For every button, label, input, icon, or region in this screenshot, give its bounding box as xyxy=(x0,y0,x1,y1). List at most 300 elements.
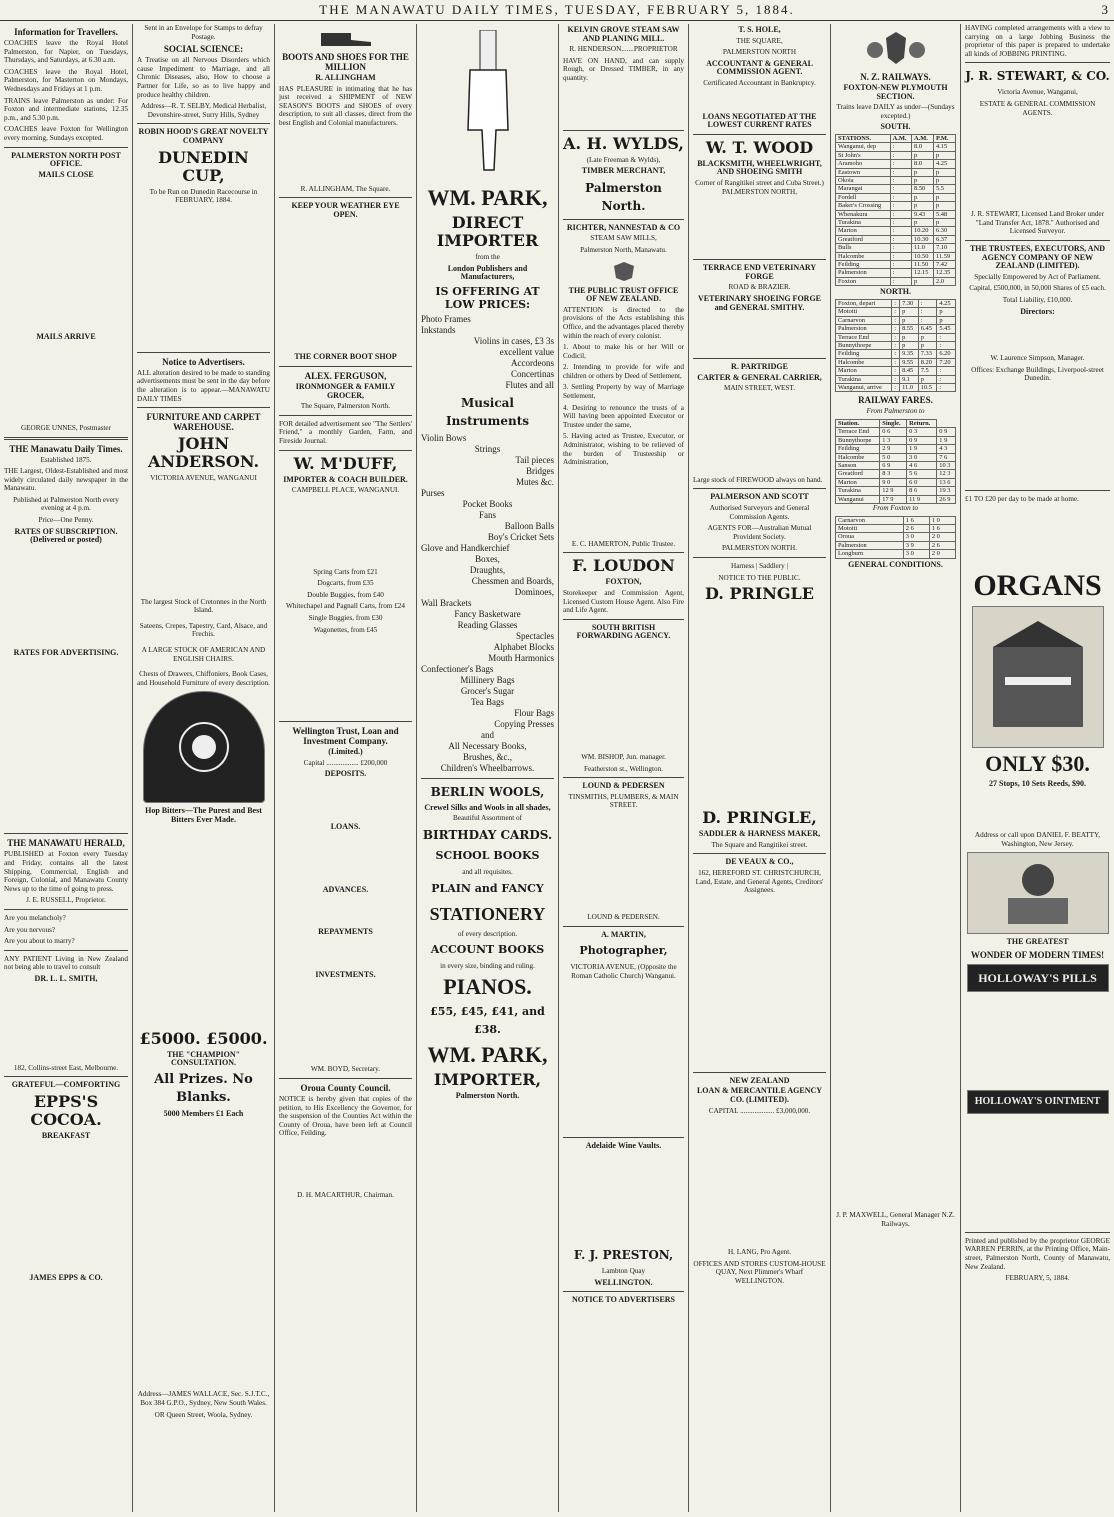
table-cell: : xyxy=(892,299,900,307)
loans-text xyxy=(279,834,412,884)
table-cell: Foxton, depart xyxy=(836,299,892,307)
item: Purses xyxy=(421,487,445,498)
organ-icon xyxy=(983,617,1093,737)
table-cell: Palmerston xyxy=(836,269,891,277)
north-timetable xyxy=(835,299,956,392)
table-cell: : xyxy=(890,151,911,159)
table-cell: 2 6 xyxy=(903,525,929,533)
table-row xyxy=(836,185,956,193)
trustees-heading: THE TRUSTEES, EXECUTORS, AND AGENCY COMPANY OF NEW ZEALAND (LIMITED). xyxy=(969,243,1106,271)
trust-heading: Wellington Trust, Loan and Investment Company. xyxy=(292,726,399,747)
question-2: Are you nervous? xyxy=(4,925,56,934)
doctor-address: 182, Collins-street East, Melbourne. xyxy=(13,1063,119,1072)
established: Established 1875. xyxy=(40,455,92,464)
table-cell: St John's xyxy=(836,151,891,159)
item: Inkstands xyxy=(421,324,456,335)
table-cell: : xyxy=(892,350,900,358)
from-foxton: From Foxton to xyxy=(872,504,919,512)
south-british-text xyxy=(563,643,684,753)
table-cell: 3 0 xyxy=(907,453,937,461)
repayments-heading: REPAYMENTS xyxy=(318,927,373,937)
column-4 xyxy=(416,24,558,1512)
wood-address: Corner of Rangitikei street and Cuba Street.) PALMERSTON NORTH, xyxy=(695,178,824,196)
wm-park-name-2: WM. PARK, xyxy=(427,1041,548,1067)
oroua-text-cont xyxy=(279,1141,412,1191)
coach-text-1: COACHES leave the Royal Hotel Palmerston, for Napier, on Tuesdays, Thursdays, and Saturdays, at 6.30 a.m. xyxy=(4,39,128,65)
table-cell: 12.15 xyxy=(912,269,934,277)
item: Boy's Cricket Sets xyxy=(487,531,554,542)
table-row xyxy=(836,177,956,185)
south-british-heading: SOUTH BRITISH FORWARDING AGENCY. xyxy=(576,622,671,641)
crewel-silks: Crewel Silks and Wools in all shades, xyxy=(424,802,551,812)
dunedin-prize-list xyxy=(137,208,270,348)
table-cell: p xyxy=(934,151,956,159)
table-row xyxy=(836,219,956,227)
table-cell: : xyxy=(890,269,911,277)
column-8 xyxy=(960,24,1114,1512)
table-cell: 2 6 xyxy=(929,541,955,549)
table-cell: : xyxy=(890,219,911,227)
trust-item-2: 2. Intending to provide for wife and children or others by Deed of Settlement, xyxy=(563,363,684,380)
table-cell: p xyxy=(900,316,919,324)
fares-heading: RAILWAY FARES. xyxy=(858,395,933,406)
epps-text xyxy=(4,1142,128,1272)
table-cell: : xyxy=(937,375,956,383)
hole-square: THE SQUARE, xyxy=(736,36,783,45)
table-cell: p xyxy=(934,219,956,227)
notice-public: NOTICE TO THE PUBLIC. xyxy=(718,573,801,582)
table-cell: Halcombe xyxy=(836,252,891,260)
table-cell: 11 9 xyxy=(907,495,937,503)
offering-heading: IS OFFERING AT LOW PRICES: xyxy=(435,284,540,311)
table-row xyxy=(836,525,956,533)
table-cell: 11.50 xyxy=(912,261,934,269)
social-science-heading: SOCIAL SCIENCE: xyxy=(163,44,244,55)
table-row xyxy=(836,375,956,383)
carter: CARTER & GENERAL CARRIER, xyxy=(697,372,822,382)
trust-limited: (Limited.) xyxy=(328,747,363,757)
table-cell: 11.0 xyxy=(912,244,934,252)
allingham-name: R. ALLINGHAM xyxy=(315,73,376,82)
table-cell: Eastown xyxy=(836,168,891,176)
table-row xyxy=(836,252,956,260)
table-cell: 4.15 xyxy=(934,143,956,151)
published-time: Published at Palmerston North every evening at 4 p.m. xyxy=(13,495,119,513)
table-cell: 8.0 xyxy=(912,143,934,151)
table-cell: Greatford xyxy=(836,470,880,478)
postmaster: GEORGE UNNES, Postmaster xyxy=(20,423,112,432)
notice-advertisers-heading-2: NOTICE TO ADVERTISERS xyxy=(571,1295,675,1305)
table-cell: 3 0 xyxy=(903,550,929,558)
table-cell: 10.30 xyxy=(912,235,934,243)
table-cell: : xyxy=(892,367,900,375)
table-cell: : xyxy=(890,227,911,235)
dunedin-subtitle: To be Run on Dunedin Racecourse in FEBRUARY, 1884. xyxy=(149,187,258,205)
wm-park-name: WM. PARK, xyxy=(427,185,548,210)
item: Dominoes, xyxy=(514,586,554,597)
table-cell: 8.0 xyxy=(912,160,934,168)
table-cell: : xyxy=(890,277,911,285)
table-cell: : xyxy=(918,308,937,316)
table-cell: Carnarvon xyxy=(836,516,904,524)
table-cell: 26 9 xyxy=(937,495,956,503)
deposits-text xyxy=(279,781,412,821)
trust-item-1: 1. About to make his or her Will or Codicil, xyxy=(563,343,684,360)
table-cell: p xyxy=(900,333,919,341)
table-row xyxy=(836,453,956,461)
th-station: Station. xyxy=(836,419,880,427)
table-cell: Marton xyxy=(836,478,880,486)
table-cell: : xyxy=(890,160,911,168)
whitechapel-carts: Whitechapel and Pagnall Carts, from £24 xyxy=(286,602,405,611)
boots-heading: BOOTS AND SHOES FOR THE MILLION xyxy=(282,52,409,72)
trustees-capital: Capital, £500,000, in 50,000 Shares of £5 each. xyxy=(969,284,1106,293)
table-cell: 9.55 xyxy=(900,358,919,366)
table-cell: 4.25 xyxy=(937,299,956,307)
russell-proprietor: J. E. RUSSELL, Proprietor. xyxy=(26,896,106,905)
table-cell: 6.30 xyxy=(934,227,956,235)
table-cell: 10.5 xyxy=(918,383,937,391)
table-cell: 9.43 xyxy=(912,210,934,218)
trust-item-5: 5. Having acted as Trustee, Executor, or Administrator, wishing to be relieved of the burden of Trusteeship or Administration, xyxy=(563,432,684,467)
weather-eye-text xyxy=(279,221,412,351)
berlin-wools: BERLIN WOOLS, xyxy=(430,784,545,799)
table-cell: Terrace End xyxy=(836,428,880,436)
wylds-sub: (Late Freeman & Wylds), xyxy=(586,155,661,164)
table-row xyxy=(836,470,956,478)
table-cell: 7.5 xyxy=(918,367,937,375)
th-pm: P.M. xyxy=(934,134,956,142)
table-row xyxy=(836,244,956,252)
mails-arrive-text-block xyxy=(4,344,128,424)
table-cell: : xyxy=(892,358,900,366)
table-row xyxy=(836,428,956,436)
table-row xyxy=(836,478,956,486)
main-street: MAIN STREET, WEST. xyxy=(723,384,796,393)
prize-amount: £5000. £5000. xyxy=(139,1028,268,1048)
deposits-heading: DEPOSITS. xyxy=(324,769,367,779)
pointing-hand-icon xyxy=(458,30,518,180)
column-3 xyxy=(274,24,416,1512)
table-row xyxy=(836,436,956,444)
chairs-line: A LARGE STOCK OF AMERICAN AND ENGLISH CHAIRS. xyxy=(141,646,266,663)
coach-text-4: COACHES leave Foxton for Wellington every morning, Sundays excepted. xyxy=(4,125,128,142)
item: Violins in cases, £3 3s xyxy=(473,335,554,346)
devaux-address: 162, HEREFORD ST. CHRISTCHURCH, Land, Estate, and General Agents, Creditors' Assignees. xyxy=(695,869,824,895)
table-cell: Halcombe xyxy=(836,453,880,461)
mduff-subtitle: IMPORTER & COACH BUILDER. xyxy=(283,474,408,484)
table-row xyxy=(836,358,956,366)
hole-text xyxy=(693,91,826,111)
table-cell: Marton xyxy=(836,367,892,375)
ironmonger: IRONMONGER & FAMILY GROCER, xyxy=(295,381,396,400)
loan-capital: CAPITAL ................... £3,000,000. xyxy=(708,1106,811,1115)
question-1: Are you melancholy? xyxy=(4,914,66,922)
lambton-quay: Lambton Quay xyxy=(601,1266,646,1275)
trust-item-3: 3. Settling Property by way of Marriage Settlement, xyxy=(563,383,684,401)
coach-text-3: TRAINS leave Palmerston as under: For Foxton and intermediate stations, 12.35 p.m., and 5.30 p.m. xyxy=(4,96,128,122)
table-cell: 10.20 xyxy=(912,227,934,235)
table-row xyxy=(836,193,956,201)
pringle-name-2: D. PRINGLE, xyxy=(702,808,817,828)
item: Reading Glasses xyxy=(457,619,518,630)
table-cell: : xyxy=(892,308,900,316)
table-row xyxy=(836,487,956,495)
item: Flutes and all xyxy=(505,379,554,390)
saddler: SADDLER & HARNESS MAKER, xyxy=(698,829,821,839)
table-cell: p xyxy=(912,277,934,285)
item: Children's Wheelbarrows. xyxy=(440,762,535,773)
road-brazier: ROAD & BRAZIER. xyxy=(728,283,791,292)
table-cell: 4 3 xyxy=(937,445,956,453)
mails-close-text-block xyxy=(4,181,128,331)
table-cell: 13 6 xyxy=(937,478,956,486)
table-row xyxy=(836,143,956,151)
wood-name: W. T. WOOD xyxy=(705,137,814,157)
paper-heading: THE Manawatu Daily Times. xyxy=(9,443,123,454)
lound-text xyxy=(563,813,684,913)
table-cell: : xyxy=(918,316,937,324)
robin-hood-heading: ROBIN HOOD'S GREAT NOVELTY COMPANY xyxy=(138,127,269,145)
item: Flour Bags xyxy=(514,707,554,718)
anderson-address: VICTORIA AVENUE, WANGANUI xyxy=(150,474,257,483)
table-cell: Motoiti xyxy=(836,308,892,316)
loans-negotiated: LOANS NEGOTIATED AT THE LOWEST CURRENT RATES xyxy=(702,111,817,130)
item: Tail pieces xyxy=(515,454,554,465)
piano-prices: £55, £45, £41, and £38. xyxy=(430,1004,545,1036)
maxwell-signature: J. P. MAXWELL, General Manager N.Z. Railways. xyxy=(836,1211,955,1228)
table-cell: 17 9 xyxy=(880,495,907,503)
table-cell: : xyxy=(890,261,911,269)
railways-heading: N. Z. RAILWAYS. xyxy=(860,72,931,82)
south-heading: SOUTH. xyxy=(880,122,911,132)
wellington: WELLINGTON. xyxy=(594,1277,653,1287)
table-cell: 1 6 xyxy=(929,525,955,533)
doctor-text xyxy=(4,986,128,1064)
herald-heading: THE MANAWATU HERALD, xyxy=(7,838,125,849)
subscription-rates-table xyxy=(4,547,128,647)
imprint: Printed and published by the proprietor GEORGE WARREN PERRIN, at the Printing Office, Main-street, Palmerston North, County of Manawatu, New Zealand. xyxy=(965,1236,1110,1271)
table-cell: 11.0 xyxy=(900,383,919,391)
henderson-proprietor: R. HENDERSON.......PROPRIETOR xyxy=(569,45,678,54)
table-cell: p xyxy=(918,333,937,341)
advertising-rates-heading: RATES FOR ADVERTISING. xyxy=(13,647,119,657)
table-row xyxy=(836,495,956,503)
table-row xyxy=(836,160,956,168)
table-cell: 9 0 xyxy=(880,478,907,486)
stationery: STATIONERY xyxy=(429,903,546,924)
all-prizes: All Prizes. No Blanks. xyxy=(154,1071,253,1105)
table-cell: : xyxy=(937,383,956,391)
pringle-name: D. PRINGLE xyxy=(705,584,814,604)
public-trust-heading: THE PUBLIC TRUST OFFICE OF NEW ZEALAND. xyxy=(568,285,679,304)
wylds-address: Palmerston North. xyxy=(585,180,662,213)
item: Glove and Handkerchief xyxy=(421,542,510,553)
social-science-text: A Treatise on all Nervous Disorders which cause Impediment to Marriage, and all Chronic Diseases, also, How to choose a Partner for Life, so as to live happy and produce healthy children. xyxy=(137,56,270,99)
investments-text xyxy=(279,981,412,1065)
notice-advertisers-text: ALL alteration desired to be made to standing advertisements must be sent in the day before the alteration is to appear.—MANAWATU DAILY TIMES xyxy=(137,368,270,403)
furniture-heading: FURNITURE AND CARPET WAREHOUSE. xyxy=(146,412,261,433)
item: Fancy Basketware xyxy=(454,608,521,619)
item: excellent value xyxy=(499,346,554,357)
dogcarts: Dogcarts, from £35 xyxy=(317,579,374,588)
advertising-rates-text xyxy=(4,659,128,829)
organ-illustration xyxy=(972,606,1104,748)
table-row xyxy=(836,316,956,324)
terrace-end-text xyxy=(693,314,826,354)
trust-signature: WM. BOYD, Secretary. xyxy=(310,1065,381,1074)
richter-address: Palmerston North, Manawatu. xyxy=(580,245,667,254)
table-cell: : xyxy=(890,210,911,218)
table-cell: 7.42 xyxy=(934,261,956,269)
table-cell: Terrace End xyxy=(836,333,892,341)
table-cell: 8.20 xyxy=(918,358,937,366)
kelvin-text-cont xyxy=(563,86,684,126)
pound-text xyxy=(965,506,1110,566)
item: Alphabet Blocks xyxy=(493,641,554,652)
manager: W. Laurence Simpson, Manager. xyxy=(990,354,1085,363)
mduff-address: CAMPBELL PLACE, WANGANUI. xyxy=(291,486,400,495)
item: Confectioner's Bags xyxy=(421,663,494,674)
spring-carts: Spring Carts from £21 xyxy=(313,567,378,576)
loan-text xyxy=(693,1118,826,1248)
foxton-fares-table xyxy=(835,516,956,559)
accountant-heading: ACCOUNTANT & GENERAL COMMISSION AGENT. xyxy=(706,58,813,77)
table-row xyxy=(836,325,956,333)
allingham-signature: R. ALLINGHAM, The Square. xyxy=(300,184,391,193)
table-cell: : xyxy=(937,367,956,375)
cure-illustration xyxy=(967,852,1109,934)
estate-agents: ESTATE & GENERAL COMMISSION AGENTS. xyxy=(979,99,1096,117)
table-cell: p xyxy=(934,177,956,185)
items-list-1 xyxy=(421,314,554,391)
mduff-text-2 xyxy=(279,637,412,717)
table-cell: 12 9 xyxy=(880,487,907,495)
table-cell: 2.0 xyxy=(934,277,956,285)
wonder-modern: WONDER OF MODERN TIMES! xyxy=(970,949,1105,960)
oroua-text: NOTICE is hereby given that copies of the petition, to His Excellency the Governor, for the suspension of the Counties Act within the County of Oroua, have been left at Council Office, Feilding. xyxy=(279,1095,412,1138)
stewart-signature: J. R. STEWART, Licensed Land Broker under "Land Transfer Act, 1878." Authorised and Licensed Surveyor. xyxy=(971,210,1104,236)
hamerton-signature: E. C. HAMERTON, Public Trustee. xyxy=(571,539,676,548)
repayments-text xyxy=(279,939,412,969)
table-cell: p xyxy=(912,177,934,185)
pn-2: PALMERSTON NORTH. xyxy=(721,544,798,553)
th-am: A.M. xyxy=(890,134,911,142)
palmerson-sub: Authorised Surveyors and General Commission Agents. xyxy=(709,504,810,521)
item: Mouth Harmonics xyxy=(488,652,554,663)
featherston: Featherston st., Wellington. xyxy=(584,764,663,773)
table-row xyxy=(836,461,956,469)
table-cell: 0 9 xyxy=(907,436,937,444)
weather-eye-heading: KEEP YOUR WEATHER EYE OPEN. xyxy=(291,201,400,219)
foxton: FOXTON, xyxy=(605,577,642,587)
public-trust-text: ATTENTION is directed to the provisions of the Acts establishing this Office, and the advantages placed thereby within the reach of every colonist. xyxy=(563,305,684,340)
kelvin-text: HAVE ON HAND, and can supply Rough, or Dressed TIMBER, in any quantity. xyxy=(563,56,684,82)
item: Pocket Books xyxy=(462,498,513,509)
table-row xyxy=(836,151,956,159)
table-row xyxy=(836,333,956,341)
table-cell: p xyxy=(937,308,956,316)
hole-name: T. S. HOLE, xyxy=(738,25,781,34)
item: Mutes &c. xyxy=(516,476,554,487)
price: Price—One Penny. xyxy=(38,516,94,525)
table-cell: 7.20 xyxy=(937,358,956,366)
table-cell: 6.37 xyxy=(934,235,956,243)
table-cell: : xyxy=(892,375,900,383)
table-cell: Foxton xyxy=(836,277,891,285)
table-row xyxy=(836,210,956,218)
anderson-name: JOHN ANDERSON. xyxy=(147,434,260,472)
table-cell: p xyxy=(912,193,934,201)
table-cell: 2 0 xyxy=(929,550,955,558)
wylds-name: A. H. WYLDS, xyxy=(563,133,684,153)
pringle-text xyxy=(693,606,826,806)
table-cell: Palmerston xyxy=(836,541,904,549)
table-cell: : xyxy=(937,341,956,349)
cretonnes-line: The largest Stock of Cretonnes in the North Island. xyxy=(140,597,267,615)
column-6 xyxy=(688,24,830,1512)
table-cell: 8 6 xyxy=(907,487,937,495)
trust-capital: Capital .................. £200,000 xyxy=(303,758,388,767)
directors-list xyxy=(965,318,1110,354)
table-row xyxy=(836,168,956,176)
table-cell: : xyxy=(890,252,911,260)
allingham-text-cont xyxy=(279,131,412,185)
masthead xyxy=(0,0,1114,21)
table-cell: 1 0 xyxy=(929,516,955,524)
table-cell: 1 6 xyxy=(903,516,929,524)
table-cell: Bulls xyxy=(836,244,891,252)
steam-saw: STEAM SAW MILLS, xyxy=(590,234,657,243)
amp-agents: AGENTS FOR—Australian Mutual Provident Society. xyxy=(707,524,812,541)
south-timetable xyxy=(835,134,956,286)
table-cell: Oroua xyxy=(836,533,904,541)
martin-text xyxy=(563,983,684,1133)
hop-bitters-heading: Hop Bitters—The Purest and Best Bitters Ever Made. xyxy=(145,806,262,825)
coat-of-arms-icon xyxy=(594,259,654,283)
trustees-liability: Total Liability, £10,000. xyxy=(1002,295,1073,304)
macarthur-signature: D. H. MACARTHUR, Chairman. xyxy=(297,1190,394,1199)
table-cell: Whenakura xyxy=(836,210,891,218)
trust-item-4: 4. Desiring to renounce the trusts of a Will having been appointed Executor or Trustee under the same, xyxy=(563,403,684,429)
figure-icon xyxy=(978,858,1098,928)
table-cell: 8.45 xyxy=(900,367,919,375)
table-cell: 8.50 xyxy=(912,185,934,193)
table-cell: 10 3 xyxy=(937,461,956,469)
lound-heading: LOUND & PEDERSEN xyxy=(582,781,665,791)
item: Bridges xyxy=(526,465,554,476)
table-cell: 6.45 xyxy=(918,325,937,333)
item: Draughts, xyxy=(469,564,506,575)
stewart-address: Victoria Avenue, Wanganui, xyxy=(997,88,1078,97)
martin-address: VICTORIA AVENUE, (Opposite the Roman Catholic Church) Wanganui. xyxy=(570,963,677,980)
table-cell: p xyxy=(937,316,956,324)
advances-text xyxy=(279,896,412,926)
table-row xyxy=(836,235,956,243)
devaux-text xyxy=(693,898,826,1068)
allingham-text: HAS PLEASURE in intimating that he has just received a SHIPMENT of NEW SEASON'S BOOTS and SHOES of every description, to suit all classes, direct from the best English and Colonial manufacturers. xyxy=(279,84,412,127)
trains-leave: Trains leave DAILY as under—(Sundays excepted.) xyxy=(836,103,955,120)
mduff-text xyxy=(279,498,412,568)
item: Copying Presses xyxy=(494,718,554,729)
table-cell: Baker's Crossing xyxy=(836,202,891,210)
ornament-icon xyxy=(174,717,234,777)
envelope-note: Sent in an Envelope for Stamps to defray Postage. xyxy=(144,24,263,41)
table-cell: Fordell xyxy=(836,193,891,201)
members-line: 5000 Members £1 Each xyxy=(163,1108,244,1118)
table-cell: 2 9 xyxy=(880,445,907,453)
offices: OFFICES AND STORES CUSTOM-HOUSE QUAY, Next Plimmer's Wharf WELLINGTON. xyxy=(693,1259,826,1285)
